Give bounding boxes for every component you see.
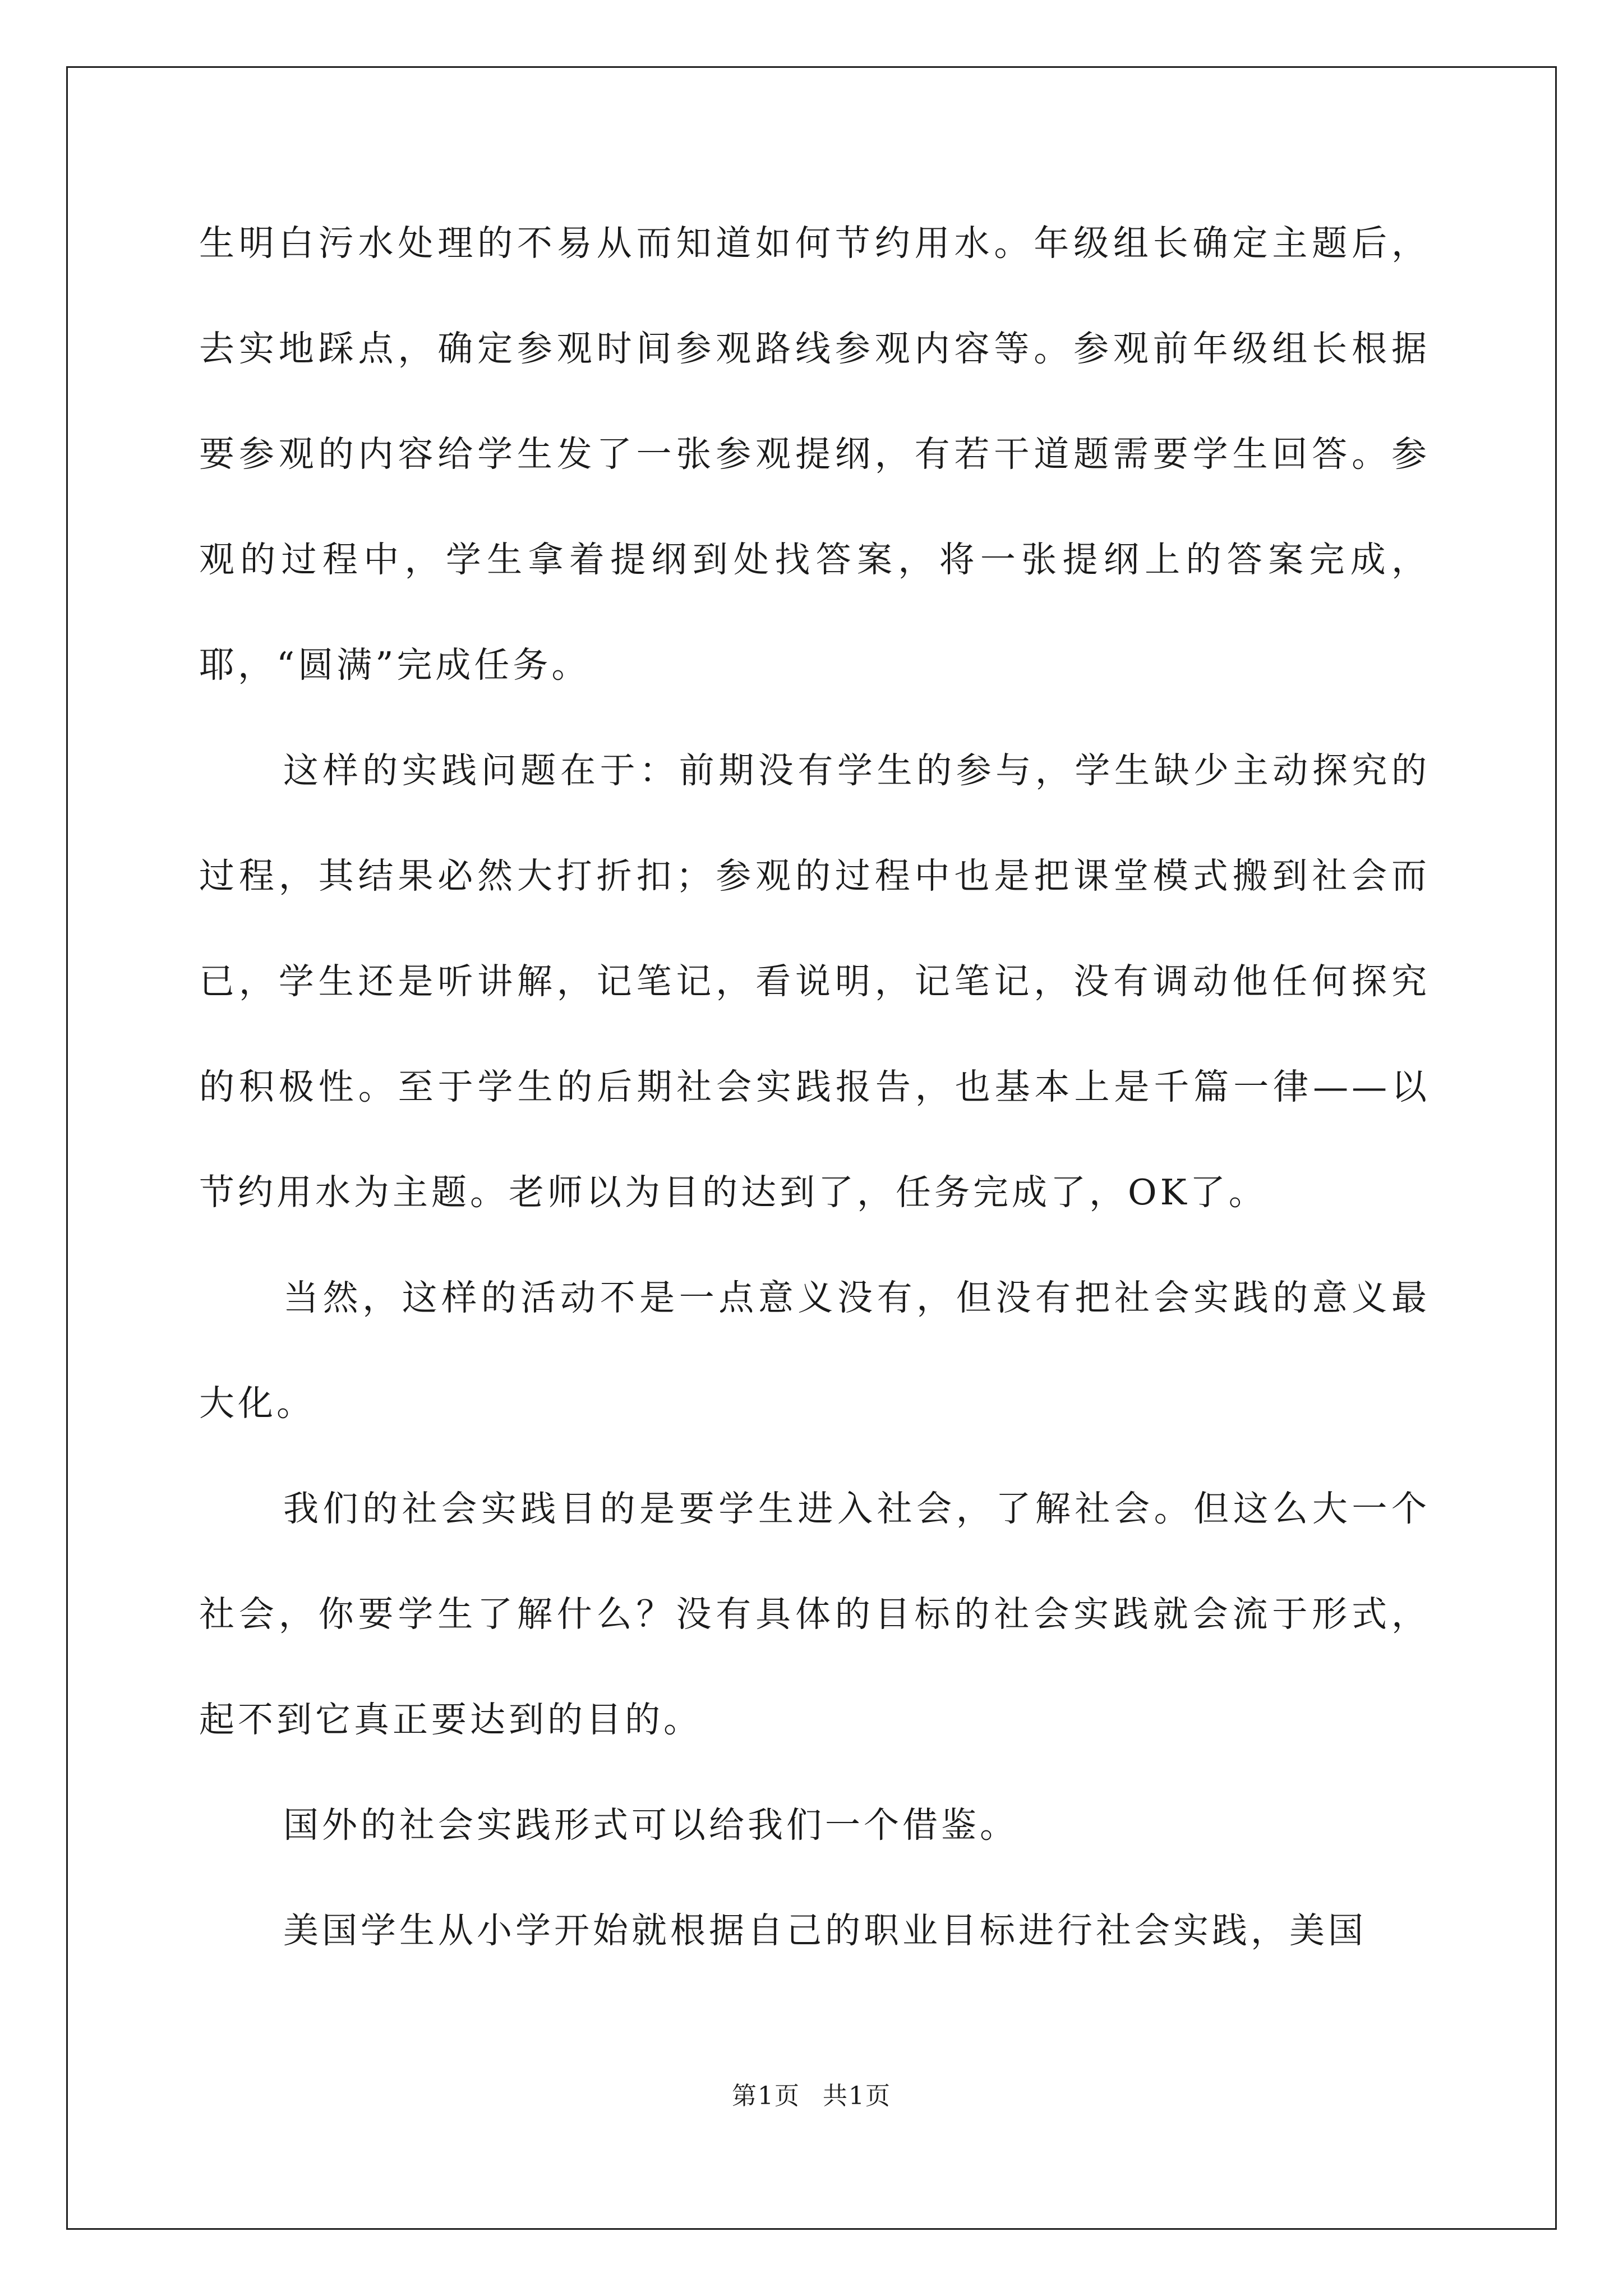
paragraph-3: 当然，这样的活动不是一点意义没有，但没有把社会实践的意义最大化。 [199,1277,1430,1424]
paragraph-1: 生明白污水处理的不易从而知道如何节约用水。年级组长确定主题后，去实地踩点，确定参观时间参观路线参观内容等。参观前年级组长根据要参观的内容给学生发了一张参观提纲，有若干道题需要学生回答。参观的过程中，学生拿着提纲到处找答案，将一张提纲上的答案完成，耶，“圆满”完成任务。 [199,223,1430,685]
document-body [199,191,1430,1984]
paragraph-4: 我们的社会实践目的是要学生进入社会，了解社会。但这么大一个社会，你要学生了解什么？没有具体的目标的社会实践就会流于形式，起不到它真正要达到的目的。 [199,1488,1430,1740]
page-footer [0,2076,1623,2111]
paragraph-2: 这样的实践问题在于：前期没有学生的参与，学生缺少主动探究的过程，其结果必然大打折扣；参观的过程中也是把课堂模式搬到社会而已，学生还是听讲解，记笔记，看说明，记笔记，没有调动他任何探究的积极性。至于学生的后期社会实践报告，也基本上是千篇一律——以节约用水为主题。老师以为目的达到了，任务完成了，OK了。 [199,750,1430,1213]
page-number-current: 第1页 [732,2082,800,2110]
page-number-total: 共1页 [823,2082,891,2110]
paragraph-6: 美国学生从小学开始就根据自己的职业目标进行社会实践，美国 [283,1910,1367,1951]
paragraph-5: 国外的社会实践形式可以给我们一个借鉴。 [283,1805,1018,1846]
